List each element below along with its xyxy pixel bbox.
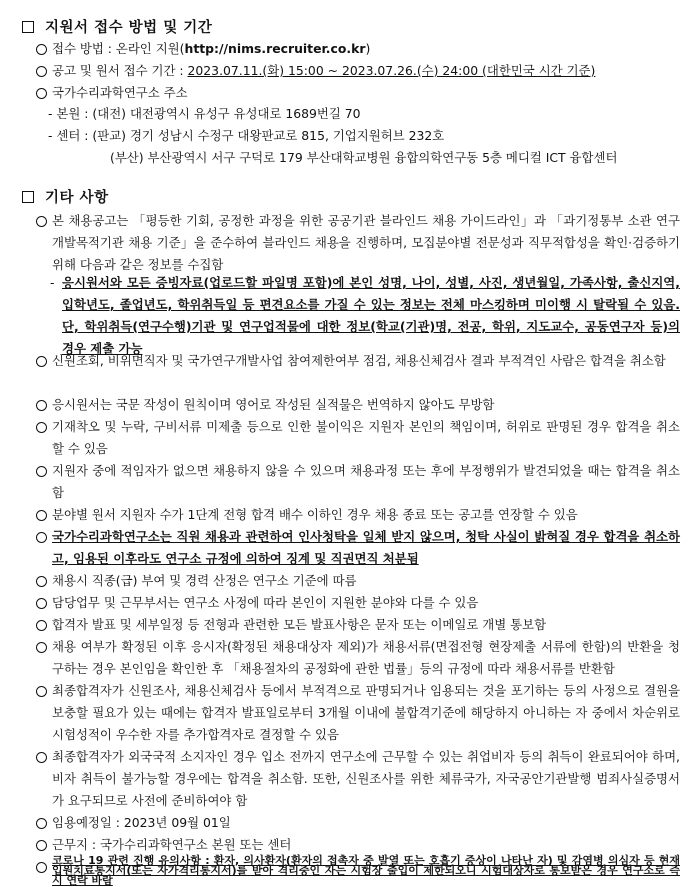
application-url: http://nims.recruiter.co.kr [184,41,366,56]
item-text: 채용 여부가 확정된 이후 응시자(확정된 채용대상자 제외)가 채용서류(면접전형 현장제출 서류에 한함)의 반환을 청구하는 경우 본인임을 확인한 후 「채용절차의 공정화에 관한 법률」등의 규정에 따라 채용서류를 반환함 [52,639,680,676]
section-title-text: 지원서 접수 방법 및 기간 [45,20,213,36]
circle-bullet-icon [36,216,47,227]
address-main: - 본원 : (대전) 대전광역시 유성구 유성대로 1689번길 70 [48,106,361,121]
circle-bullet-icon [36,818,47,829]
circle-bullet-icon [36,642,47,653]
circle-bullet-icon [36,598,47,609]
circle-bullet-icon [36,356,47,367]
circle-bullet-icon [36,422,47,433]
address-busan: (부산) 부산광역시 서구 구덕로 179 부산대학교병원 융합의학연구동 5층 메디컬 ICT 융합센터 [110,150,618,165]
item-label: 공고 및 원서 접수 기간 : [52,63,188,78]
item-text: 응시원서는 국문 작성이 원칙이며 영어로 작성된 실적물은 번역하지 않아도 무방함 [52,397,495,412]
item-text: 본 채용공고는 「평등한 기회, 공정한 과정을 위한 공공기관 블라인드 채용 가이드라인」과 「과기정통부 소관 연구개발목적기관 채용 기준」을 준수하여 블라인드 채용을 진행하며, 모집분야별 전문성과 직무적합성을 확인·검증하기 위해 다음과 같은 정보를 수집함 [52,213,680,272]
section-title-application [22,16,212,37]
item-text: 최종합격자가 외국국적 소지자인 경우 입소 전까지 연구소에 근무할 수 있는 취업비자 등의 취득이 완료되어야 하며, 비자 취득이 불가능할 경우에는 합격을 취소함. 또한, 신원조사를 위한 체류국가, 자국공안기관발행 범죄사실증명서가 요구되므로 사전에 준비하여야 함 [52,749,680,808]
circle-bullet-icon [36,400,47,411]
item-text: 합격자 발표 및 세부일정 등 전형과 관련한 모든 발표사항은 문자 또는 이메일로 개별 통보함 [52,617,547,632]
address-pangyo: - 센터 : (판교) 경기 성남시 수정구 대왕판교로 815, 기업지원허브 232호 [48,128,445,143]
circle-bullet-icon [36,862,47,873]
item-label: 접수 방법 : 온라인 지원( [52,41,185,56]
masking-note-text: 응시원서와 모든 증빙자료(업로드할 파일명 포함)에 본인 성명, 나이, 성별, 사진, 생년월일, 가족사항, 출신지역, 입학년도, 졸업년도, 학위취득일 등 편견요소를 가질 수 있는 정보는 전체 마스킹하며 미이행 시 탈락될 수 있음. 단, 학위취득(연구수행)기관 및 연구업적물에 대한 정보(학교(기관)명, 전공, 학위, 지도교수, 공동연구자 등)의 경우 제출 가능 [62,275,680,356]
circle-bullet-icon [36,532,47,543]
circle-bullet-icon [36,44,47,55]
item-text: 지원자 중에 적임자가 없으면 채용하지 않을 수 있으며 채용과정 또는 후에 부정행위가 발견되었을 때는 합격을 취소함 [52,463,680,500]
circle-bullet-icon [36,752,47,763]
circle-bullet-icon [36,510,47,521]
item-text: 기재착오 및 누락, 구비서류 미제출 등으로 인한 불이익은 지원자 본인의 책임이며, 허위로 판명된 경우 합격을 취소할 수 있음 [52,419,680,456]
checkbox-square-icon [22,191,34,203]
application-period: 2023.07.11.(화) 15:00 ~ 2023.07.26.(수) 24:00 (대한민국 시간 기준) [187,63,596,78]
circle-bullet-icon [36,620,47,631]
item-text: 최종합격자가 신원조사, 채용신체검사 등에서 부적격으로 판명되거나 임용되는 것을 포기하는 등의 사정으로 결원을 보충할 필요가 있는 때에는 합격자 발표일로부터 3개월 이내에 불합격기준에 해당하지 아니하는 자 중에서 차순위로 시험성적이 우수한 자를 추가합격자로 결정할 수 있음 [52,683,680,742]
item-text: 채용시 직종(급) 부여 및 경력 산정은 연구소 기준에 따름 [52,573,357,588]
circle-bullet-icon [36,686,47,697]
circle-bullet-icon [36,840,47,851]
item-text: 담당업무 및 근무부서는 연구소 사정에 따라 본인이 지원한 분야와 다를 수 있음 [52,595,479,610]
item-label: 국가수리과학연구소 주소 [52,85,188,100]
checkbox-square-icon [22,21,34,33]
circle-bullet-icon [36,66,47,77]
item-text: 근무지 : 국가수리과학연구소 본원 또는 센터 [52,837,292,852]
item-text: 국가수리과학연구소는 직원 채용과 관련하여 인사청탁을 일체 받지 않으며, 청탁 사실이 밝혀질 경우 합격을 취소하고, 임용된 이후라도 연구소 규정에 의하여 징계 및 직권면직 처분됨 [52,529,680,566]
section-title-text: 기타 사항 [45,190,109,206]
item-text: 임용예정일 : 2023년 09월 01일 [52,815,231,830]
item-text: 코로나 19 관련 진행 유의사항 : 환자, 의사환자(환자의 접촉자 중 발열 또는 호흡기 증상이 나타난 자) 및 감염병 의심자 등 현재 입원치료통지서(또는 자가격리통지서)를 받아 격리중인 자는 시험장 출입이 제한되오니 시험대상자로 통보받은 경우 연구소로 즉시 연락 바람 [52,854,680,887]
item-label-end: ) [365,41,371,56]
item-text: 신원조회, 비위면직자 및 국가연구개발사업 참여제한여부 점검, 채용신체검사 결과 부적격인 사람은 합격을 취소함 [52,353,666,368]
dash-bullet: - [50,275,55,290]
circle-bullet-icon [36,576,47,587]
circle-bullet-icon [36,88,47,99]
section-title-other [22,186,109,207]
item-text: 분야별 원서 지원자 수가 1단계 전형 합격 배수 이하인 경우 채용 종료 또는 공고를 연장할 수 있음 [52,507,578,522]
circle-bullet-icon [36,466,47,477]
